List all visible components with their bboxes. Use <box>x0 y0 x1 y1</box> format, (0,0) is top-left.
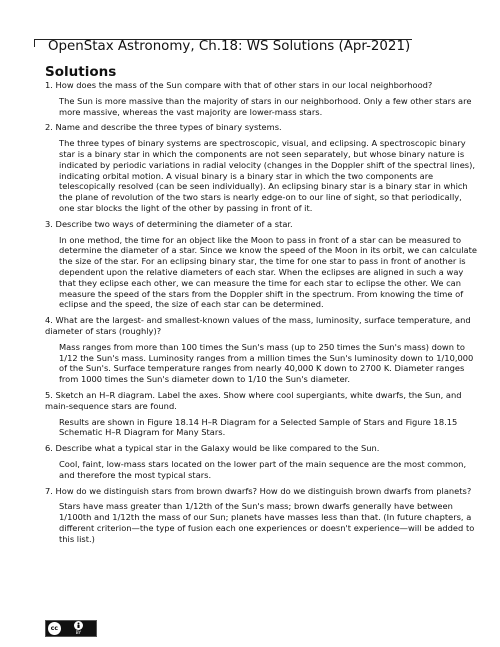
solution-item-3 <box>45 219 477 310</box>
license-icons <box>74 621 83 630</box>
attribution-icon <box>74 621 83 630</box>
question-text: 7. How do we distinguish stars from brown dwarfs? How do we distinguish brown dwarfs from planets? <box>45 485 472 496</box>
solution-item-7 <box>45 486 477 545</box>
question-text: 1. How does the mass of the Sun compare with that of other stars in our local neighborhood? <box>45 80 433 90</box>
solution-item-1 <box>45 80 477 117</box>
solutions-heading: Solutions <box>45 64 117 80</box>
answer-text: Stars have mass greater than 1/12th of the Sun's mass; brown dwarfs generally have between 1/100th and 1/12th the mass of our Sun; planets have masses less than that. (In future chapters, a different criterion—the type of fusion each one experiences or doesn't experience—will be added to this list.) <box>59 501 475 544</box>
license-terms <box>63 621 94 636</box>
license-label: BY <box>75 631 82 636</box>
question-text: 3. Describe two ways of determining the diameter of a star. <box>45 218 293 229</box>
creative-commons-icon: cc <box>48 622 61 635</box>
solution-item-5 <box>45 390 477 438</box>
question-text: 5. Sketch an H–R diagram. Label the axes. Show where cool supergiants, white dwarfs, the Sun, and main-sequence stars are found. <box>45 389 462 411</box>
answer-text: Mass ranges from more than 100 times the Sun's mass (up to 250 times the Sun's mass) down to 1/12 the Sun's mass. Luminosity ranges from a million times the Sun's luminosity down to 1/10,000 of the Sun's. Surface temperature ranges from nearly 40,000 K down to 2700 K. Diameter ranges from 1000 times the Sun's diameter down to 1/10 the Sun's diameter. <box>59 341 474 385</box>
answer-text: Cool, faint, low-mass stars located on the lower part of the main sequence are the most common, and therefore the most typical stars. <box>59 458 467 480</box>
question-text: 4. What are the largest- and smallest-known values of the mass, luminosity, surface temperature, and diameter of stars (roughly)? <box>45 315 471 336</box>
answer-text: The three types of binary systems are spectroscopic, visual, and eclipsing. A spectroscopic binary star is a binary star in which the components are not seen separately, but whose binary nature is indicated by periodic variations in radial velocity (changes in the Doppler shift of the spectral lines), indicating orbital motion. A visual binary is a binary star in which the two components are telescopically resolved (can be seen individually). An eclipsing binary star is a binary star in which the plane of revolution of the two stars is nearly edge-on to our line of sight, so that periodically, one star blocks the light of the other by passing in front of it. <box>59 138 475 213</box>
answer-text: In one method, the time for an object like the Moon to pass in front of a star can be measured to determine the diameter of a star. Since we know the speed of the Moon in its orbit, we can calculate the size of the star. For an eclipsing binary star, the time for one star to pass in front of another is dependent upon the relative diameters of each star. When the eclipses are aligned in such a way that they eclipse each other, we can measure the time for each star to eclipse the other. We can measure the speed of the stars from the Doppler shift in the spectrum. From knowing the time of eclipse and the speed, the size of each star can be determined. <box>59 234 477 310</box>
solution-item-6 <box>45 443 477 480</box>
header-tick <box>34 39 35 47</box>
question-text: 6. Describe what a typical star in the Galaxy would be like compared to the Sun. <box>45 443 380 454</box>
cc-license-badge[interactable] <box>45 620 97 637</box>
solution-item-4 <box>45 315 477 385</box>
answer-text: The Sun is more massive than the majority of stars in our neighborhood. Only a few other stars are more massive, whereas the vast majority are lower-mass stars. <box>59 95 472 117</box>
solutions-content <box>45 64 477 549</box>
question-text: 2. Name and describe the three types of binary systems. <box>45 122 282 133</box>
solution-item-2 <box>45 122 477 213</box>
page-title: OpenStax Astronomy, Ch.18: WS Solutions (Apr-2021) <box>48 39 411 54</box>
answer-text: Results are shown in Figure 18.14 H–R Diagram for a Selected Sample of Stars and Figure 18.15 Schematic H–R Diagram for Many Stars. <box>59 416 458 438</box>
